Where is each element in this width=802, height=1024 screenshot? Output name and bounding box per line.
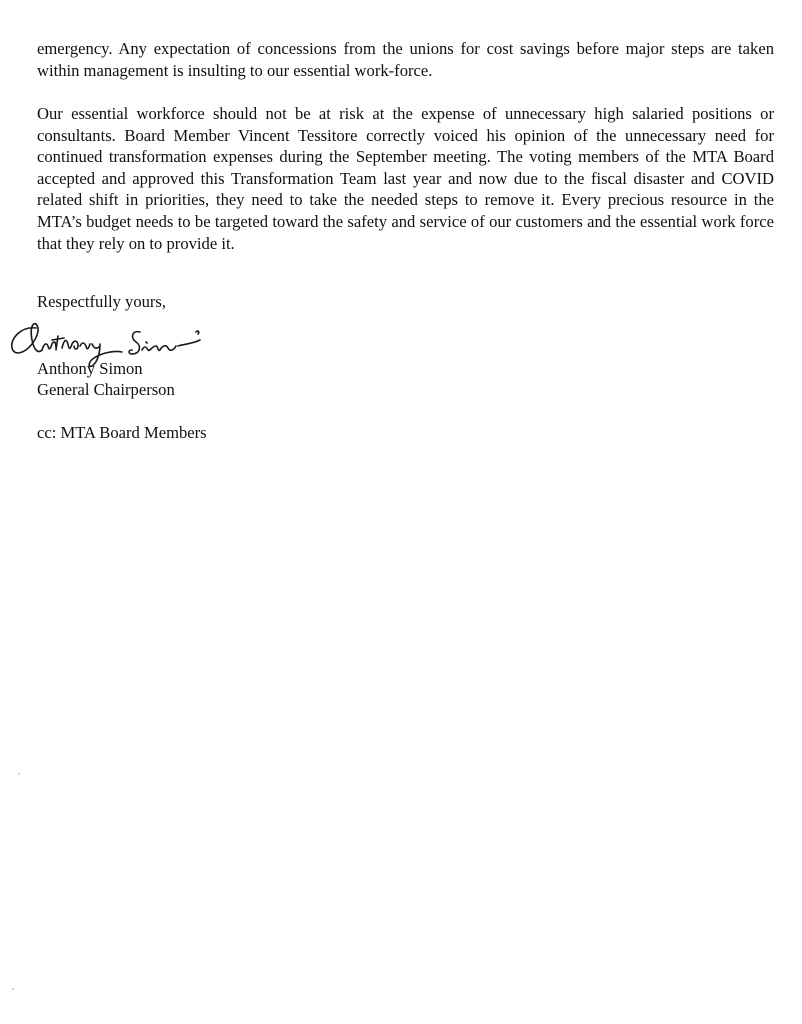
scan-speck	[18, 773, 20, 775]
closing-salutation: Respectfully yours,	[37, 292, 167, 311]
body-paragraph-1: emergency. Any expectation of concessions from the unions for cost savings before major steps are taken within management is insulting to our essential work-force.	[37, 39, 774, 80]
signer-name: Anthony Simon	[37, 359, 143, 378]
body-paragraph-2: Our essential workforce should not be at risk at the expense of unnecessary high salaried positions or consultants. Board Member Vincent Tessitore correctly voiced his opinion of the unnecessary need for continued transformation expenses during the September meeting. The voting members of the MTA Board accepted and approved this Transformation Team last year and now due to the fiscal disaster and COVID related shift in priorities, they need to take the needed steps to remove it. Every precious resource in the MTA’s budget needs to be targeted toward the safety and service of our customers and the essential work force that they rely on to provide it.	[37, 104, 774, 253]
signer-title: General Chairperson	[37, 380, 175, 399]
scan-speck	[12, 988, 14, 990]
cc-line: cc: MTA Board Members	[37, 423, 207, 442]
